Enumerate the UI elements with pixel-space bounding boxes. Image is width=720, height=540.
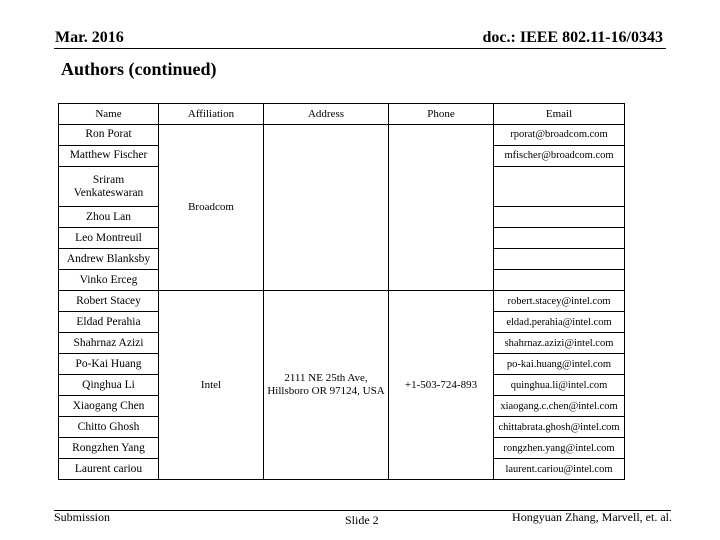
address-broadcom (264, 125, 389, 291)
author-name: Shahrnaz Azizi (59, 333, 159, 354)
author-name: Laurent cariou (59, 459, 159, 480)
author-email (494, 207, 625, 228)
author-email: shahrnaz.azizi@intel.com (494, 333, 625, 354)
header-date: Mar. 2016 (55, 29, 124, 46)
author-name: Zhou Lan (59, 207, 159, 228)
author-email: mfischer@broadcom.com (494, 145, 625, 166)
author-name: Xiaogang Chen (59, 396, 159, 417)
phone-intel: +1-503-724-893 (389, 291, 494, 480)
footer-slide-number: Slide 2 (345, 513, 379, 527)
author-email: quinghua.li@intel.com (494, 375, 625, 396)
column-header-phone: Phone (389, 104, 494, 125)
address-intel: 2111 NE 25th Ave, Hillsboro OR 97124, USA (264, 291, 389, 480)
affiliation-intel: Intel (159, 291, 264, 480)
author-name: Vinko Erceg (59, 270, 159, 291)
author-email: xiaogang.c.chen@intel.com (494, 396, 625, 417)
author-name: Sriram Venkateswaran (59, 166, 159, 206)
author-name: Robert Stacey (59, 291, 159, 312)
author-email: chittabrata.ghosh@intel.com (494, 417, 625, 438)
column-header-address: Address (264, 104, 389, 125)
authors-table (58, 103, 625, 480)
author-name: Andrew Blanksby (59, 249, 159, 270)
affiliation-broadcom: Broadcom (159, 125, 264, 291)
table-row (59, 125, 625, 146)
author-email (494, 249, 625, 270)
footer-authors: Hongyuan Zhang, Marvell, et. al. (512, 510, 672, 524)
author-email: po-kai.huang@intel.com (494, 354, 625, 375)
author-name: Ron Porat (59, 125, 159, 146)
footer-submission: Submission (54, 510, 111, 524)
author-email: rongzhen.yang@intel.com (494, 438, 625, 459)
table-header-row (59, 104, 625, 125)
header-rule (54, 48, 666, 49)
author-name: Leo Montreuil (59, 228, 159, 249)
author-name: Qinghua Li (59, 375, 159, 396)
author-name: Matthew Fischer (59, 145, 159, 166)
author-email: laurent.cariou@intel.com (494, 459, 625, 480)
page-title: Authors (continued) (61, 59, 217, 79)
author-name: Chitto Ghosh (59, 417, 159, 438)
column-header-email: Email (494, 104, 625, 125)
author-email: robert.stacey@intel.com (494, 291, 625, 312)
author-name: Rongzhen Yang (59, 438, 159, 459)
column-header-affiliation: Affiliation (159, 104, 264, 125)
author-name: Po-Kai Huang (59, 354, 159, 375)
author-email (494, 166, 625, 206)
author-email (494, 270, 625, 291)
author-name: Eldad Perahia (59, 312, 159, 333)
phone-broadcom (389, 125, 494, 291)
table-row (59, 291, 625, 312)
author-email: rporat@broadcom.com (494, 125, 625, 146)
header-doc-id: doc.: IEEE 802.11-16/0343 (482, 29, 663, 46)
author-email (494, 228, 625, 249)
author-email: eldad.perahia@intel.com (494, 312, 625, 333)
column-header-name: Name (59, 104, 159, 125)
